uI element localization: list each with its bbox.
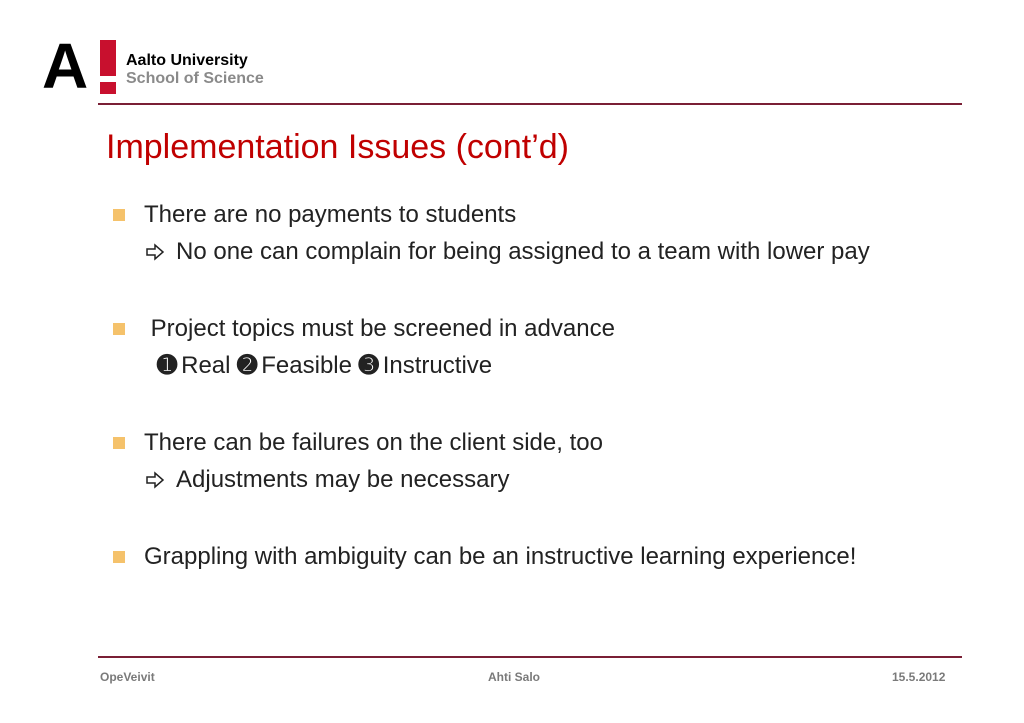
bullet-item xyxy=(113,198,993,272)
bullet-square-icon xyxy=(113,323,125,335)
bullet-text: Project topics must be screened in advance xyxy=(144,315,615,342)
hollow-right-arrow-icon xyxy=(145,470,165,490)
bullet-item xyxy=(113,312,993,386)
aalto-logo xyxy=(42,30,302,102)
criterion-label: Instructive xyxy=(382,352,493,379)
bullet-text: There are no payments to students xyxy=(144,201,517,228)
number-one-icon: ➊ xyxy=(157,352,178,379)
logo-letter-a: A xyxy=(42,30,87,102)
footer-date: 15.5.2012 xyxy=(892,670,946,684)
bullet-item xyxy=(113,540,993,574)
bullet-square-icon xyxy=(113,437,125,449)
bullet-square-icon xyxy=(113,551,125,563)
number-two-icon: ➋ xyxy=(237,352,258,379)
slide-title: Implementation Issues (cont’d) xyxy=(106,128,569,166)
criterion-label: Feasible xyxy=(261,352,352,379)
bullet-text: There can be failures on the client side, too xyxy=(144,429,603,456)
footer-divider xyxy=(98,656,962,658)
bullet-item xyxy=(113,426,993,500)
footer-course: OpeVeivit xyxy=(100,670,155,684)
number-three-icon: ➌ xyxy=(358,352,379,379)
bullet-list xyxy=(113,198,993,574)
hollow-right-arrow-icon xyxy=(145,242,165,262)
logo-exclamation-icon xyxy=(100,40,116,92)
logo-university-name: Aalto University xyxy=(126,52,248,69)
numbered-criteria xyxy=(157,346,492,386)
logo-school-name: School of Science xyxy=(126,70,264,87)
sub-bullet-text: No one can complain for being assigned to a team with lower pay xyxy=(176,238,870,265)
bullet-square-icon xyxy=(113,209,125,221)
criterion-label: Real xyxy=(181,352,231,379)
header-divider xyxy=(98,103,962,105)
logo-text xyxy=(126,52,264,88)
footer-author: Ahti Salo xyxy=(488,670,541,684)
sub-bullet-text: Adjustments may be necessary xyxy=(176,466,510,493)
bullet-text: Grappling with ambiguity can be an instructive learning experience! xyxy=(144,543,857,570)
